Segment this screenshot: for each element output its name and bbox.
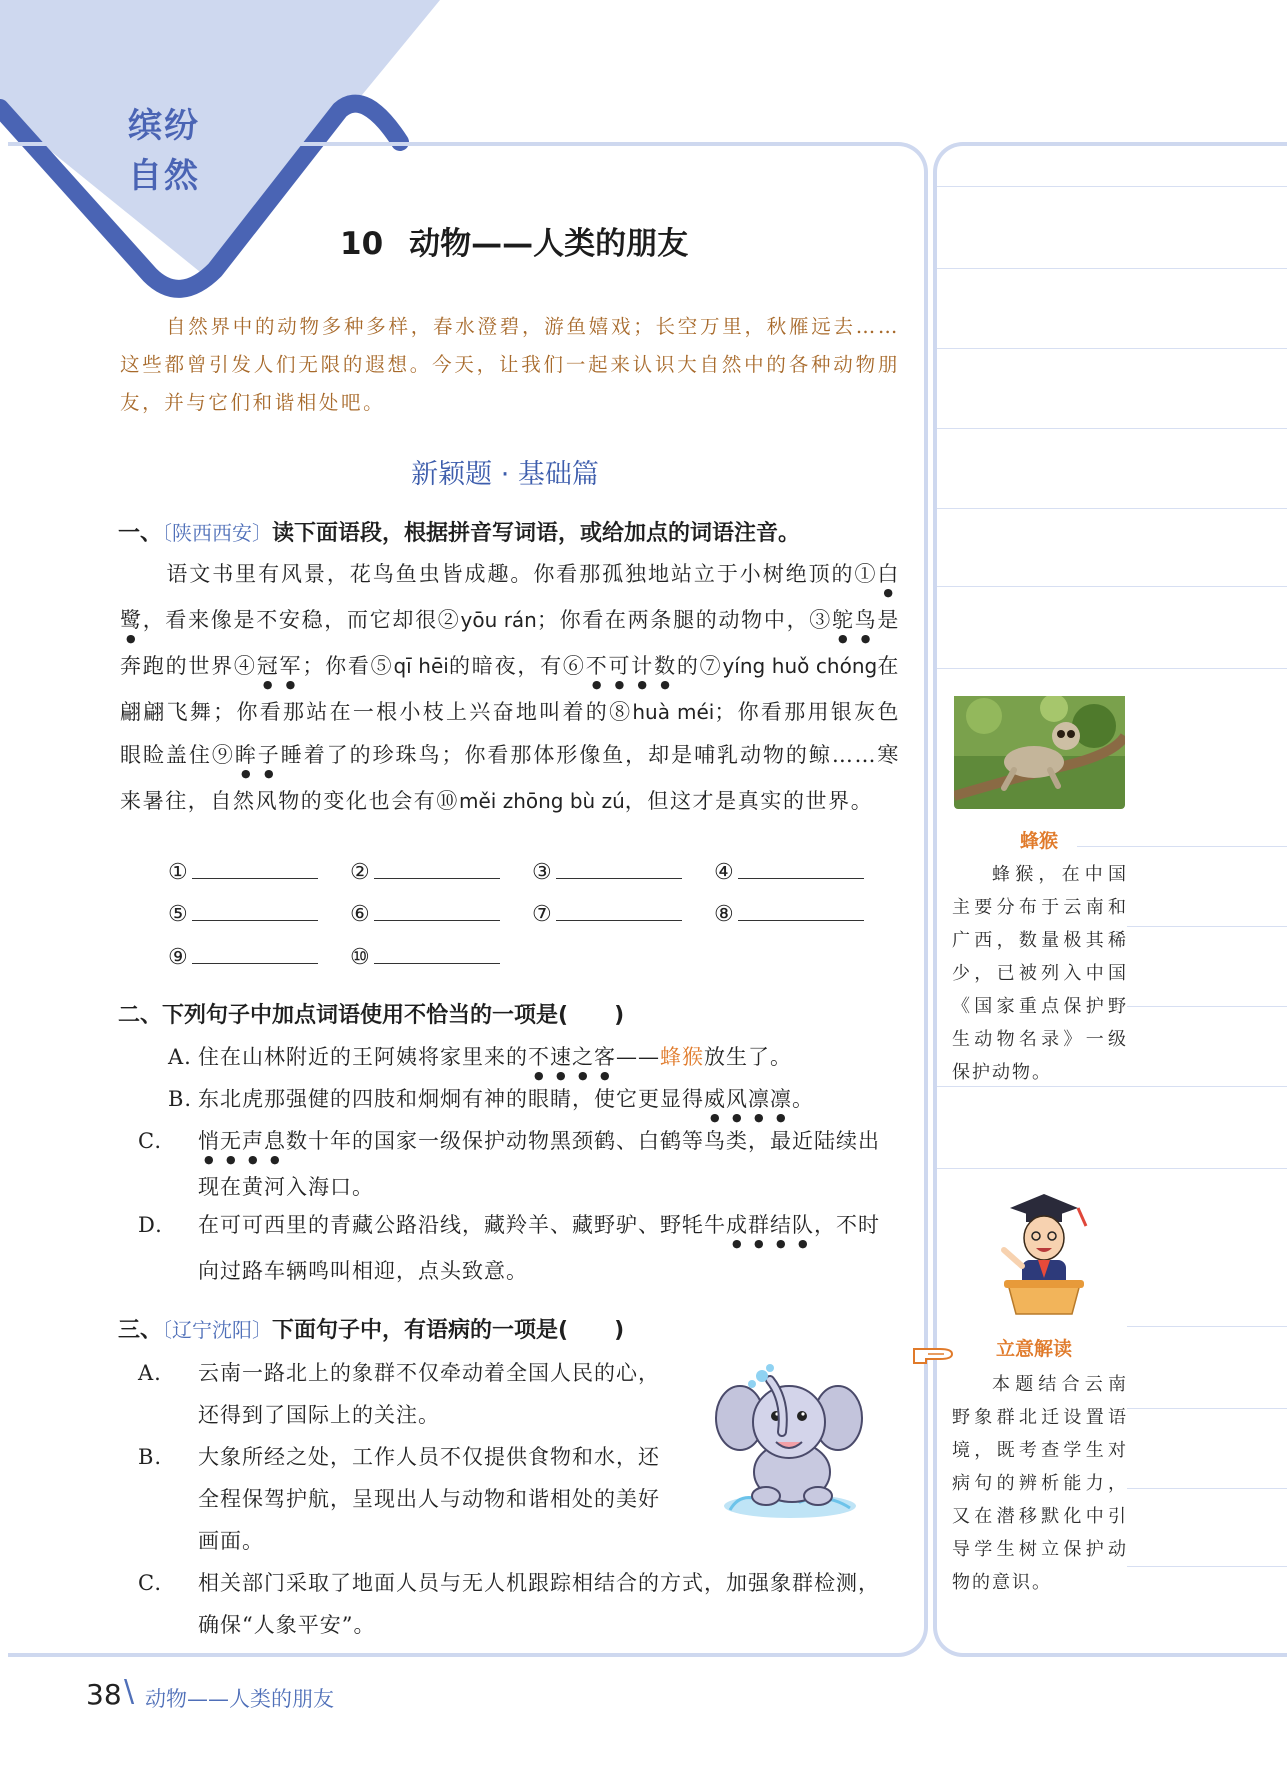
pinyin-7: yíng huǒ chóng bbox=[722, 654, 878, 678]
answer-blank-2[interactable]: ② bbox=[350, 856, 530, 885]
answer-blank-1[interactable]: ① bbox=[168, 856, 348, 885]
answer-blank-9[interactable]: ⑨ bbox=[168, 941, 348, 970]
slow-loris-photo bbox=[954, 696, 1125, 809]
corner-label-line2: 自然 bbox=[128, 156, 200, 196]
corner-label-line1: 缤纷 bbox=[128, 106, 200, 146]
question-2-option-d: D. 在可可西里的青藏公路沿线，藏羚羊、藏野驴、野牦牛成群结队，不时向过路车辆鸣叫相迎，点头致意。 bbox=[138, 1213, 880, 1283]
question-1-heading bbox=[118, 516, 800, 547]
pinyin-10: měi zhōng bù zú bbox=[459, 788, 625, 813]
question-2-heading: 二、下列句子中加点词语使用不恰当的一项是( ) bbox=[118, 1003, 625, 1028]
pinyin-5: qī hēi bbox=[393, 654, 449, 678]
pinyin-2: yōu rán bbox=[460, 608, 537, 632]
pinyin-8: huà méi bbox=[632, 700, 715, 724]
elephant-illustration bbox=[710, 1360, 870, 1520]
note-title: 立意解读 bbox=[996, 1338, 1073, 1360]
dotted-word-3: 鸵鸟 bbox=[831, 608, 878, 632]
page-title bbox=[340, 218, 688, 263]
question-1-prompt: 读下面语段，根据拼音写词语，或给加点的词语注音。 bbox=[272, 521, 801, 546]
question-3-option-a: A. 云南一路北上的象群不仅牵动着全国人民的心，还得到了国际上的关注。 bbox=[138, 1361, 660, 1427]
lesson-number: 10 bbox=[340, 226, 384, 262]
question-3-region: 〔辽宁沈阳〕 bbox=[162, 1318, 273, 1342]
answer-blank-4[interactable]: ④ bbox=[714, 856, 894, 885]
question-1-number: 一、 bbox=[118, 521, 163, 546]
footer-title: 动物——人类的朋友 bbox=[145, 1687, 334, 1711]
page-number: 38 bbox=[86, 1678, 122, 1711]
intro-paragraph: 自然界中的动物多种多样，春水澄碧，游鱼嬉戏；长空万里，秋雁远去……这些都曾引发人们无限的遐想。今天，让我们一起来认识大自然中的各种动物朋友，并与它们和谐相处吧。 bbox=[120, 315, 900, 414]
answer-blank-3[interactable]: ③ bbox=[532, 856, 712, 885]
answer-blank-10[interactable]: ⑩ bbox=[350, 941, 530, 970]
question-1-region: 〔陕西西安〕 bbox=[162, 521, 273, 545]
question-3-prompt: 下面句子中，有语病的一项是( bbox=[272, 1318, 569, 1343]
dotted-word-6: 不可计数 bbox=[585, 654, 677, 678]
answer-blank-6[interactable]: ⑥ bbox=[350, 898, 530, 927]
question-2-number: 二、 bbox=[118, 1003, 163, 1028]
question-1-passage: 语文书里有风景，花鸟鱼虫皆成趣。你看那孤独地站立于小树绝顶的①白鹭，看来像是不安稳，而它却很②yōu rán；你看在两条腿的动物中，③鸵鸟是奔跑的世界④冠军；你看⑤qī hēi的暗夜，有⑥不可计数的⑦yíng huǒ chóng在翩翩飞舞；你看那站在一根小枝上兴奋地叫着的⑧huà méi；你看那用银灰色眼睑盖住⑨眸子睡着了的珍珠鸟；你看那体形像鱼，却是哺乳动物的鲸……寒来暑往，自然风物的变化也会有⑩měi zhōng bù zú，但这才是真实的世界。 bbox=[120, 562, 901, 813]
teacher-illustration bbox=[992, 1186, 1092, 1316]
question-2-option-a: A. 住在山林附近的王阿姨将家里来的不速之客——蜂猴放生了。 bbox=[168, 1045, 792, 1069]
answer-blank-8[interactable]: ⑧ bbox=[714, 898, 894, 927]
slow-loris-description: 蜂猴，在中国主要分布于云南和广西，数量极其稀少，已被列入中国《国家重点保护野生动物名录》一级保护动物。 bbox=[952, 864, 1128, 1083]
footer-divider: \ bbox=[124, 1674, 135, 1709]
note-description: 本题结合云南野象群北迁设置语境，既考查学生对病句的辨析能力，又在潜移默化中引导学生树立保护动物的意识。 bbox=[952, 1374, 1128, 1593]
question-2-prompt: 下列句子中加点词语使用不恰当的一项是( bbox=[162, 1003, 569, 1028]
question-3-option-c: C. 相关部门采取了地面人员与无人机跟踪相结合的方式，加强象群检测，确保“人象平安”。 bbox=[138, 1571, 880, 1637]
question-2-option-b: B. 东北虎那强健的四肢和炯炯有神的眼睛，使它更显得威风凛凛。 bbox=[168, 1087, 814, 1111]
dotted-word-4: 冠军 bbox=[256, 654, 303, 678]
dotted-word-9: 眸子 bbox=[234, 742, 281, 767]
lesson-title: 动物——人类的朋友 bbox=[409, 226, 689, 262]
answer-blank-5[interactable]: ⑤ bbox=[168, 898, 348, 927]
answer-blank-7[interactable]: ⑦ bbox=[532, 898, 712, 927]
question-2-option-c: C. 悄无声息数十年的国家一级保护动物黑颈鹤、白鹤等鸟类，最近陆续出现在黄河入海口。 bbox=[138, 1129, 880, 1199]
question-3-number: 三、 bbox=[118, 1318, 163, 1343]
slow-loris-title: 蜂猴 bbox=[1020, 830, 1059, 852]
section-heading: 新颖题 · 基础篇 bbox=[411, 459, 599, 490]
question-3-heading: 三、〔辽宁沈阳〕下面句子中，有语病的一项是( ) bbox=[118, 1318, 625, 1343]
dotted-word-1: 白鹭 bbox=[120, 562, 900, 632]
pointing-hand-icon bbox=[912, 1341, 956, 1367]
question-3-option-b: B. 大象所经之处，工作人员不仅提供食物和水，还全程保驾护航，呈现出人与动物和谐相处的美好画面。 bbox=[138, 1445, 660, 1553]
